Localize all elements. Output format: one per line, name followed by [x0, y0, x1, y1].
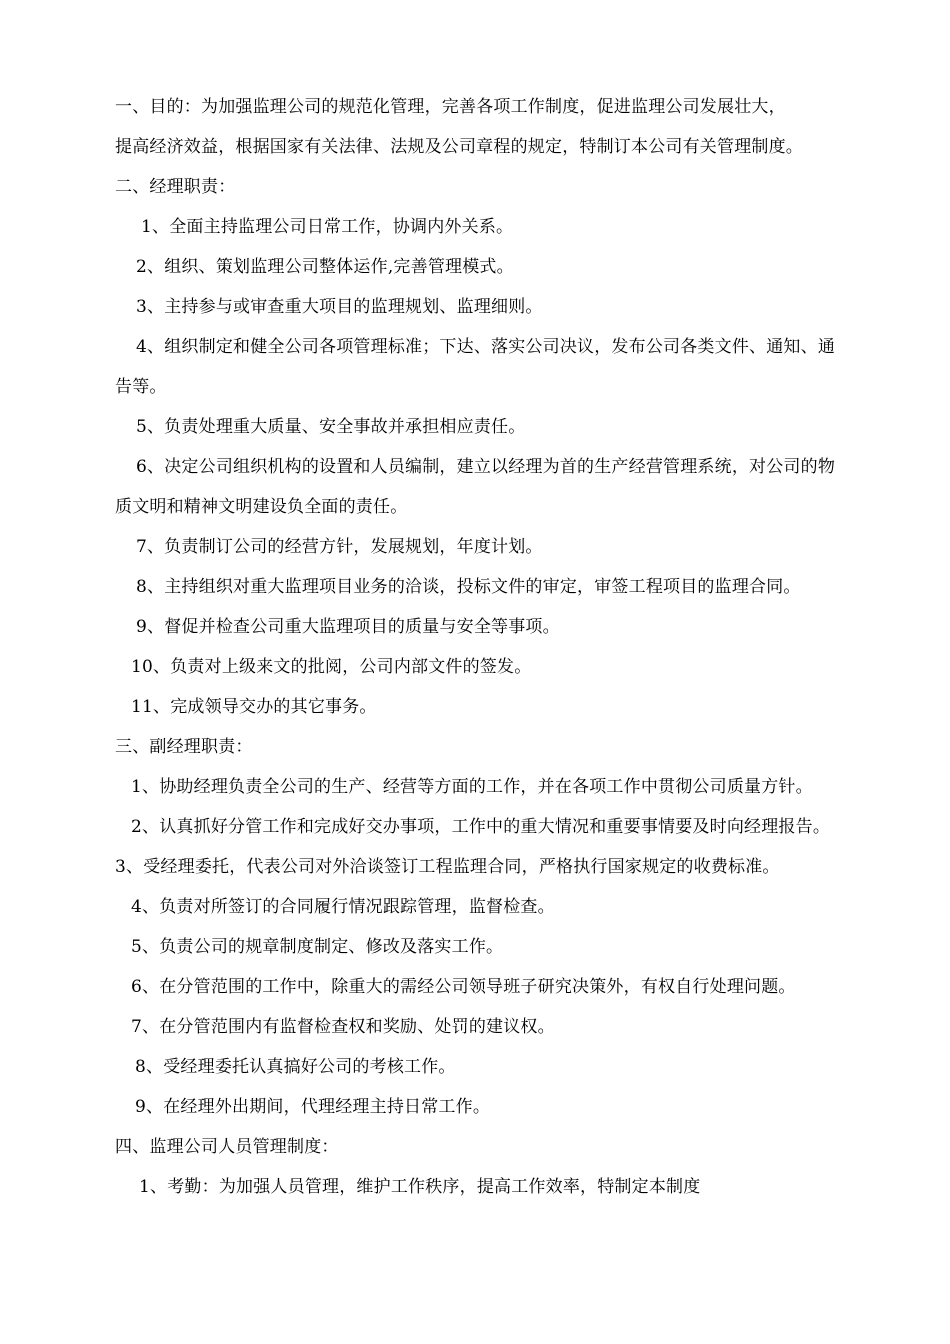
- section-3-item-9: 9、在经理外出期间，代理经理主持日常工作。: [135, 1097, 491, 1117]
- section-2-item-10: 10、负责对上级来文的批阅，公司内部文件的签发。: [131, 657, 532, 677]
- section-2-item-2: 2、组织、策划监理公司整体运作,完善管理模式。: [136, 257, 514, 277]
- section-3-item-8: 8、受经理委托认真搞好公司的考核工作。: [135, 1057, 456, 1077]
- section-3-item-6: 6、在分管范围的工作中，除重大的需经公司领导班子研究决策外，有权自行处理问题。: [131, 977, 796, 997]
- section-2-item-1: 1、全面主持监理公司日常工作，协调内外关系。: [141, 217, 514, 237]
- section-3-heading: 三、副经理职责：: [115, 737, 253, 757]
- section-2-item-8: 8、主持组织对重大监理项目业务的洽谈，投标文件的审定，审签工程项目的监理合同。: [136, 577, 801, 597]
- section-4-heading: 四、监理公司人员管理制度：: [115, 1137, 339, 1157]
- section-2-item-4-line-1: 4、组织制定和健全公司各项管理标准；下达、落实公司决议，发布公司各类文件、通知、通: [136, 337, 836, 357]
- section-3-item-4: 4、负责对所签订的合同履行情况跟踪管理，监督检查。: [131, 897, 555, 917]
- section-2-heading: 二、经理职责：: [115, 177, 236, 197]
- section-2-item-3: 3、主持参与或审查重大项目的监理规划、监理细则。: [136, 297, 543, 317]
- section-4-item-1: 1、考勤：为加强人员管理，维护工作秩序，提高工作效率，特制定本制度: [139, 1177, 701, 1197]
- section-3-item-3: 3、受经理委托，代表公司对外洽谈签订工程监理合同，严格执行国家规定的收费标准。: [115, 857, 780, 877]
- section-3-item-2: 2、认真抓好分管工作和完成好交办事项，工作中的重大情况和重要事情要及时向经理报告。: [131, 817, 831, 837]
- section-3-item-5: 5、负责公司的规章制度制定、修改及落实工作。: [131, 937, 504, 957]
- section-3-item-7: 7、在分管范围内有监督检查权和奖励、处罚的建议权。: [131, 1017, 555, 1037]
- section-2-item-11: 11、完成领导交办的其它事务。: [131, 697, 377, 717]
- section-2-item-9: 9、督促并检查公司重大监理项目的质量与安全等事项。: [136, 617, 560, 637]
- section-2-item-6-line-2: 质文明和精神文明建设负全面的责任。: [115, 497, 408, 517]
- section-2-item-5: 5、负责处理重大质量、安全事故并承担相应责任。: [136, 417, 526, 437]
- section-2-item-4-line-2: 告等。: [115, 377, 167, 397]
- section-3-item-1: 1、协助经理负责全公司的生产、经营等方面的工作，并在各项工作中贯彻公司质量方针。: [131, 777, 813, 797]
- section-2-item-6-line-1: 6、决定公司组织机构的设置和人员编制，建立以经理为首的生产经营管理系统，对公司的物: [136, 457, 836, 477]
- section-1-line-2: 提高经济效益，根据国家有关法律、法规及公司章程的规定，特制订本公司有关管理制度。: [115, 137, 803, 157]
- section-1-line-1: 一、目的：为加强监理公司的规范化管理，完善各项工作制度，促进监理公司发展壮大，: [115, 97, 786, 117]
- section-2-item-7: 7、负责制订公司的经营方针，发展规划，年度计划。: [136, 537, 543, 557]
